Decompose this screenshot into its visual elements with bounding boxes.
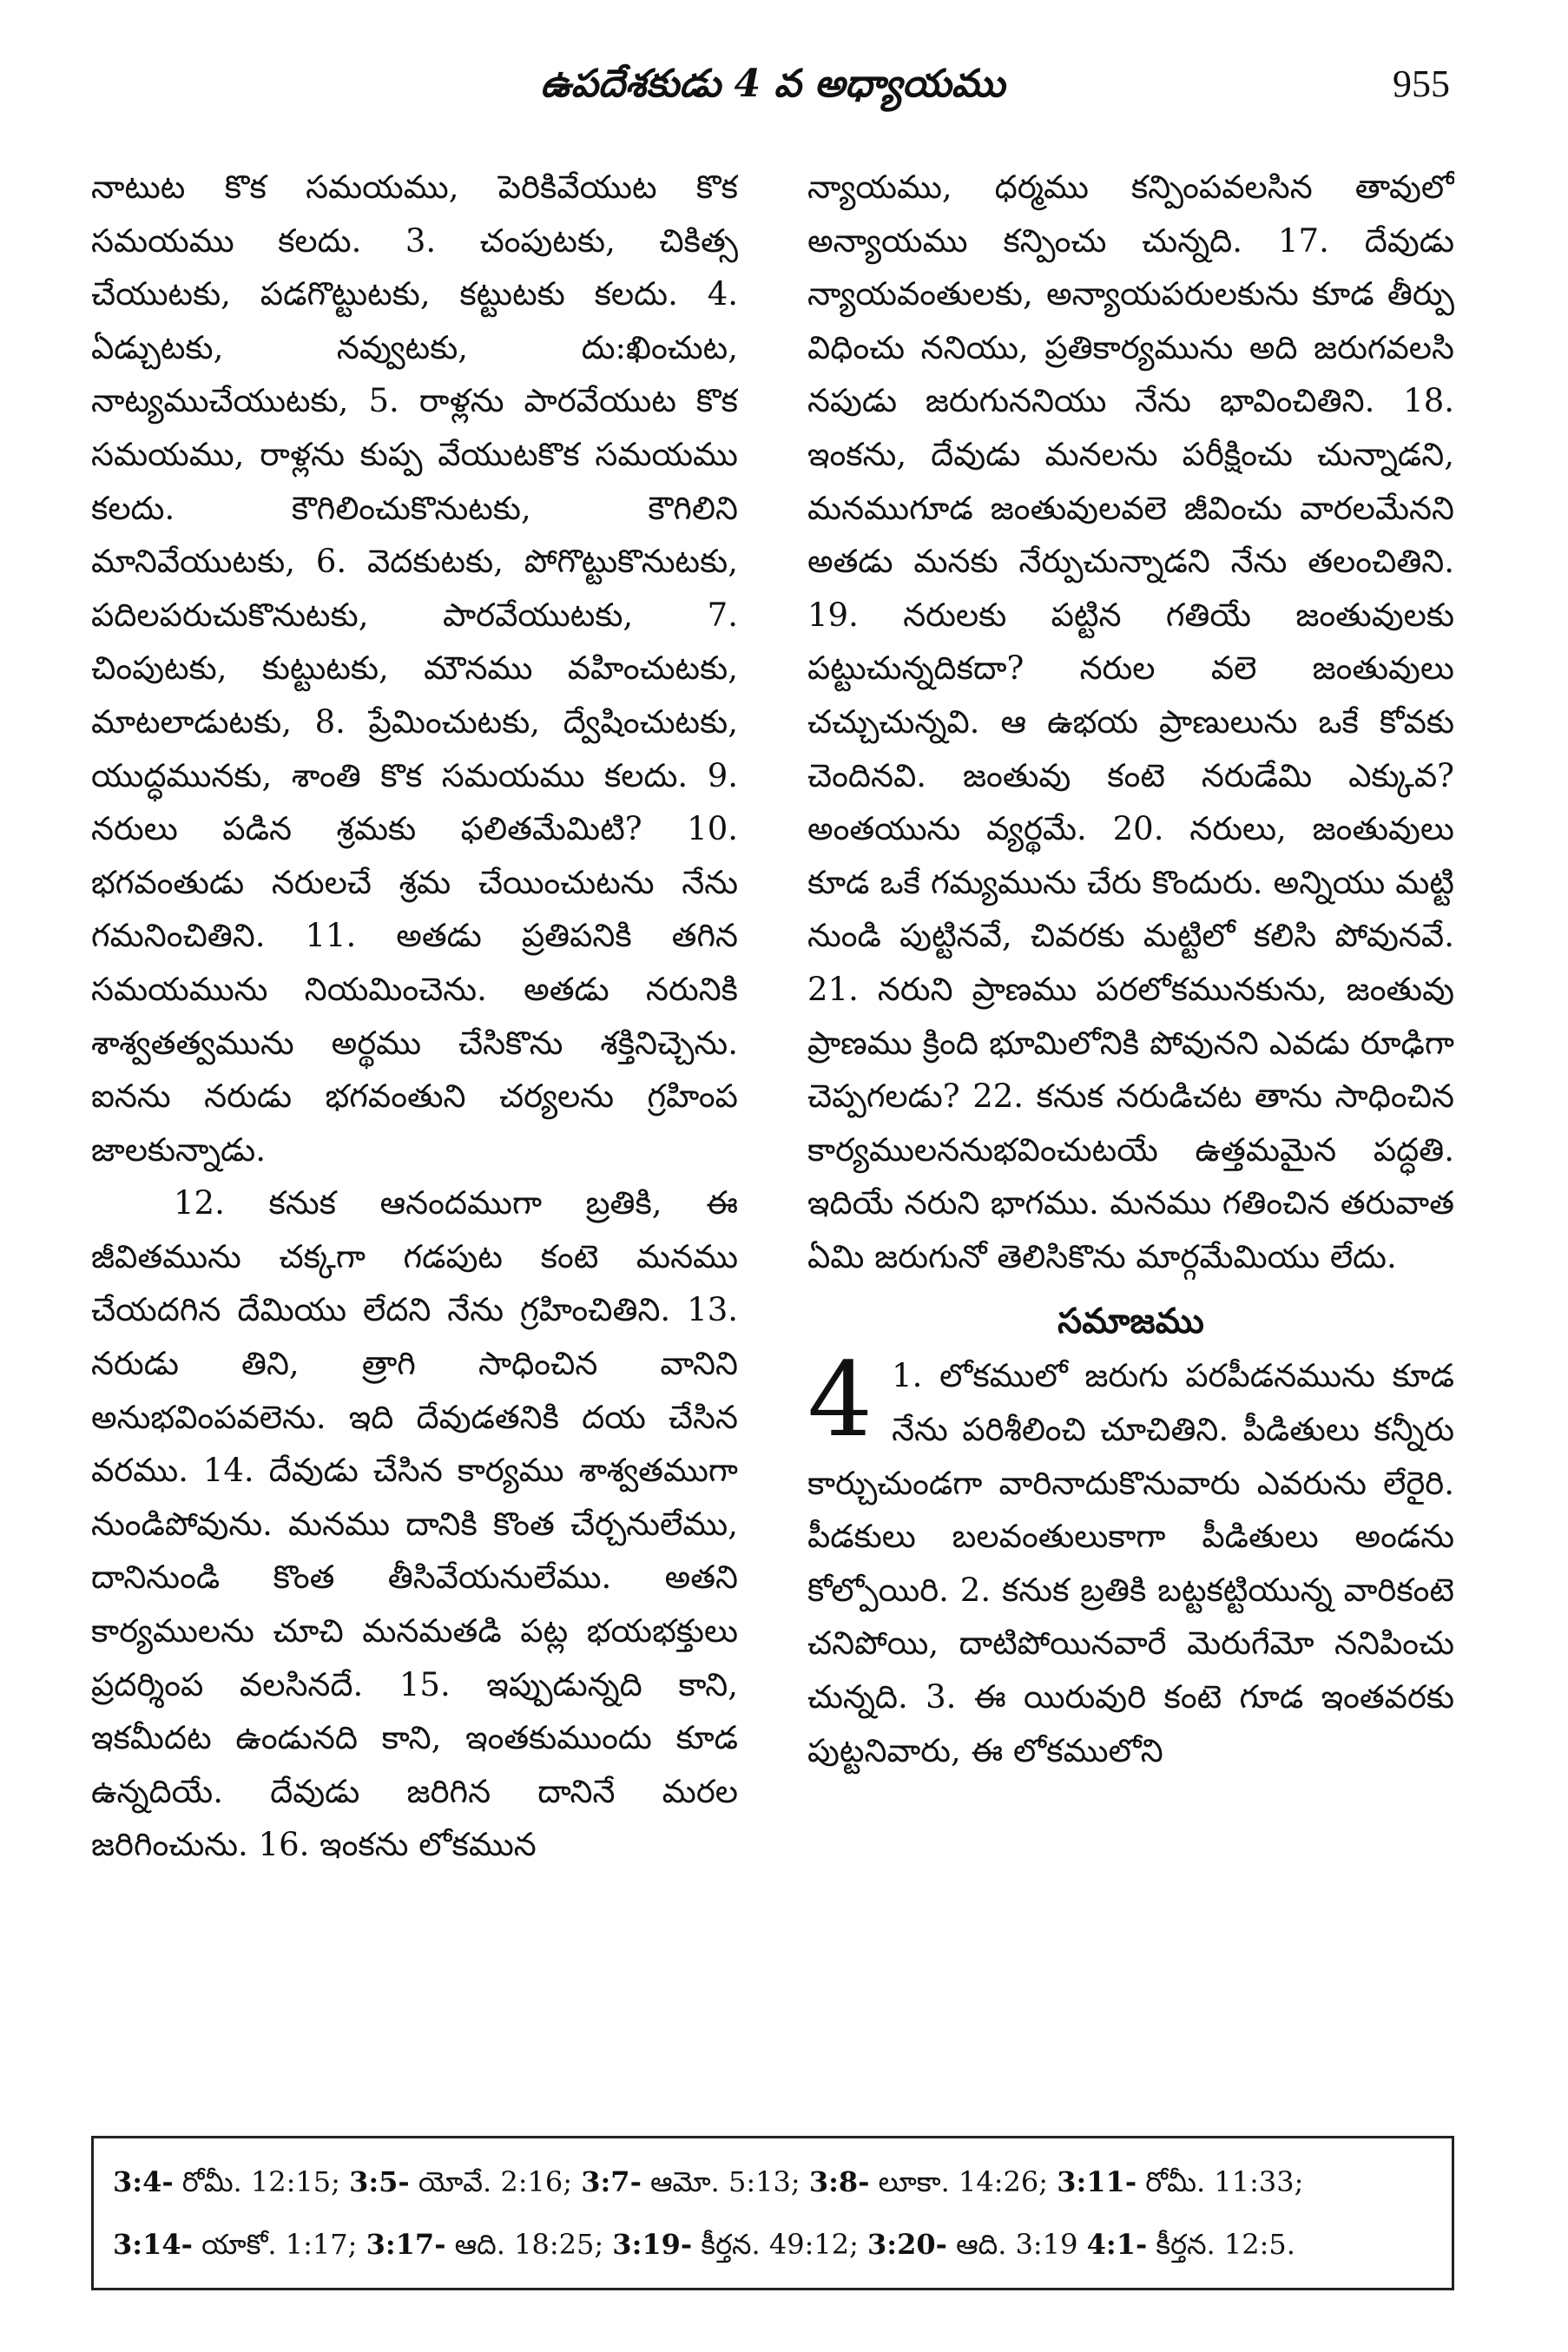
xref-ref: కీర్తన. 49:12; bbox=[701, 2228, 859, 2261]
xref-ref: ఆది. 18:25; bbox=[454, 2228, 604, 2261]
section-heading: సమాజము bbox=[1057, 1301, 1204, 1342]
xref-verse: 3:11- bbox=[1057, 2165, 1137, 2198]
chapter-number: 4 bbox=[807, 1340, 873, 1460]
paragraph-chapter-4 bbox=[807, 1340, 1454, 1777]
xref-ref: ఆమో. 5:13; bbox=[650, 2165, 800, 2198]
xref-verse: 3:5- bbox=[349, 2165, 410, 2198]
running-title: ఉపదేశకుడు 4 వ అధ్యాయము bbox=[540, 62, 1005, 106]
xref-ref: రోమీ. 12:15; bbox=[181, 2165, 340, 2198]
cross-reference bbox=[366, 2228, 604, 2261]
xref-verse: 3:19- bbox=[612, 2228, 693, 2261]
xref-verse: 3:14- bbox=[113, 2228, 193, 2261]
cross-reference-line bbox=[113, 2151, 1433, 2213]
cross-reference bbox=[349, 2165, 572, 2198]
xref-verse: 3:20- bbox=[867, 2228, 947, 2261]
xref-verse: 4:1- bbox=[1086, 2228, 1148, 2261]
left-column bbox=[91, 161, 738, 1872]
cross-reference-line bbox=[113, 2213, 1433, 2276]
cross-reference-box bbox=[91, 2136, 1454, 2290]
chapter-4-text: 1. లోకములో జరుగు పరపీడనమును కూడ నేను పరిశీలించి చూచితిని. పీడితులు కన్నీరు కార్చుచుండగా వారినాదుకొనువారు ఎవరును లేరైరి. పీడకులు బలవంతులుకాగా పీడితులు అండను కోల్పోయిరి. 2. కనుక బ్రతికి బట్టకట్టియున్న వారికంటె చనిపోయి, దాటిపోయినవారే మెరుగేమో ననిపించు చున్నది. 3. ఈ యిరువురి కంటె గూడ ఇంతవరకు పుట్టనివారు, ఈ లోకములోని bbox=[807, 1357, 1454, 1769]
cross-reference bbox=[113, 2228, 357, 2261]
xref-ref: రోమీ. 11:33; bbox=[1145, 2165, 1304, 2198]
xref-verse: 3:17- bbox=[366, 2228, 446, 2261]
cross-reference bbox=[1087, 2228, 1295, 2261]
paragraph-verses-16-22: న్యాయము, ధర్మము కన్పింపవలసిన తావులో అన్యాయము కన్పించు చున్నది. 17. దేవుడు న్యాయవంతులకు, అన్యాయపరులకును కూడ తీర్పు విధించు ననియు, ప్రతికార్యమును అది జరుగవలసి నపుడు జరుగుననియు నేను భావించితిని. 18. ఇంకను, దేవుడు మనలను పరీక్షించు చున్నాడని, మనముగూడ జంతువులవలె జీవించు వారలమేనని అతడు మనకు నేర్పుచున్నాడని నేను తలంచితిని. 19. నరులకు పట్టిన గతియే జంతువులకు పట్టుచున్నదికదా? నరుల వలె జంతువులు చచ్చుచున్నవి. ఆ ఉభయ ప్రాణులును ఒకే కోవకు చెందినవి. జంతువు కంటె నరుడేమి ఎక్కువ? అంతయును వ్యర్థమే. 20. నరులు, జంతువులు కూడ ఒకే గమ్యమును చేరు కొందురు. అన్నియు మట్టి నుండి పుట్టినవే, చివరకు మట్టిలో కలిసి పోవునవే. 21. నరుని ప్రాణము పరలోకమునకును, జంతువు ప్రాణము క్రింది భూమిలోనికి పోవునని ఎవడు రూఢిగా చెప్పగలడు? 22. కనుక నరుడిచట తాను సాధించిన కార్యములననుభవించుటయే ఉత్తమమైన పద్ధతి. ఇదియే నరుని భాగము. మనము గతించిన తరువాత ఏమి జరుగునో తెలిసికొను మార్గమేమియు లేదు. bbox=[807, 168, 1454, 1275]
xref-ref: కీర్తన. 12:5. bbox=[1156, 2228, 1295, 2261]
cross-reference bbox=[612, 2228, 859, 2261]
xref-ref: లూకా. 14:26; bbox=[878, 2165, 1049, 2198]
xref-verse: 3:7- bbox=[581, 2165, 642, 2198]
right-column bbox=[807, 161, 1454, 1777]
cross-reference bbox=[809, 2165, 1048, 2198]
page-number: 955 bbox=[1393, 63, 1450, 105]
page-header bbox=[96, 45, 1450, 123]
paragraph-verses-2-11: నాటుట కొక సమయము, పెరికివేయుట కొక సమయము కలదు. 3. చంపుటకు, చికిత్స చేయుటకు, పడగొట్టుటకు, కట్టుటకు కలదు. 4. ఏడ్చుటకు, నవ్వుటకు, దు:ఖించుట, నాట్యముచేయుటకు, 5. రాళ్లను పారవేయుట కొక సమయము, రాళ్లను కుప్ప వేయుటకొక సమయము కలదు. కౌగిలించుకొనుటకు, కౌగిలిని మానివేయుటకు, 6. వెదకుటకు, పోగొట్టుకొనుటకు, పదిలపరుచుకొనుటకు, పారవేయుటకు, 7. చింపుటకు, కుట్టుటకు, మౌనము వహించుటకు, మాటలాడుటకు, 8. ప్రేమించుటకు, ద్వేషించుటకు, యుద్ధమునకు, శాంతి కొక సమయము కలదు. 9. నరులు పడిన శ్రమకు ఫలితమేమిటి? 10. భగవంతుడు నరులచే శ్రమ చేయించుటను నేను గమనించితిని. 11. అతడు ప్రతిపనికి తగిన సమయమును నియమించెను. అతడు నరునికి శాశ్వతత్వమును అర్థము చేసికొను శక్తినిచ్చెను. ఐనను నరుడు భగవంతుని చర్యలను గ్రహింప జాలకున్నాడు. bbox=[91, 168, 738, 1169]
xref-verse: 3:4- bbox=[113, 2165, 174, 2198]
text-columns bbox=[91, 161, 1454, 2079]
xref-ref: ఆది. 3:19 bbox=[956, 2228, 1078, 2261]
xref-ref: యాకో. 1:17; bbox=[201, 2228, 358, 2261]
cross-reference bbox=[581, 2165, 800, 2198]
xref-ref: యోవే. 2:16; bbox=[418, 2165, 573, 2198]
cross-reference bbox=[1057, 2165, 1303, 2198]
xref-verse: 3:8- bbox=[808, 2165, 870, 2198]
cross-reference bbox=[113, 2165, 340, 2198]
paragraph-verses-12-16: 12. కనుక ఆనందముగా బ్రతికి, ఈ జీవితమును చక్కగా గడపుట కంటె మనము చేయదగిన దేమియు లేదని నేను గ్రహించితిని. 13. నరుడు తిని, త్రాగి సాధించిన వానిని అనుభవింపవలెను. ఇది దేవుడతనికి దయ చేసిన వరము. 14. దేవుడు చేసిన కార్యము శాశ్వతముగా నుండిపోవును. మనము దానికి కొంత చేర్చనులేము, దానినుండి కొంత తీసివేయనులేము. అతని కార్యములను చూచి మనమతడి పట్ల భయభక్తులు ప్రదర్శింప వలసినదే. 15. ఇప్పుడున్నది కాని, ఇకమీదట ఉండునది కాని, ఇంతకుముందు కూడ ఉన్నదియే. దేవుడు జరిగిన దానినే మరల జరిగించును. 16. ఇంకను లోకమున bbox=[91, 1184, 738, 1864]
cross-reference bbox=[867, 2228, 1077, 2261]
